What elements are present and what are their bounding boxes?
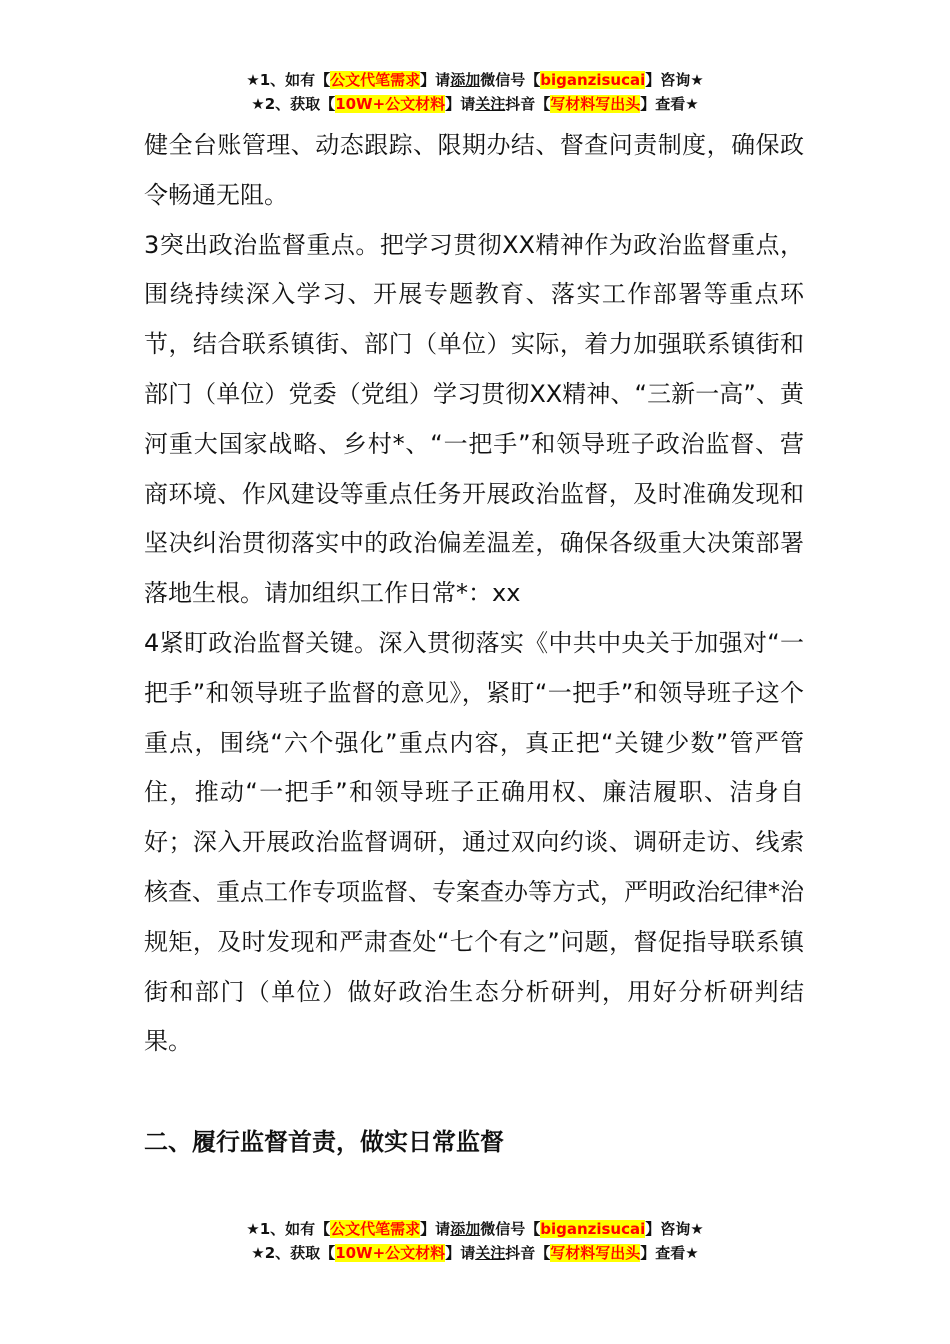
banner-text: ★1、如有【 (246, 1220, 331, 1238)
banner-text: 微信号【 (480, 1220, 541, 1238)
banner-highlight: 公文代笔需求 (330, 1220, 421, 1238)
banner-douyin-id: 写材料写出头 (550, 1244, 641, 1262)
banner-underline: 关注 (475, 1244, 506, 1262)
banner-underline: 添加 (450, 1220, 481, 1238)
header-banner (0, 68, 950, 116)
banner-text: 抖音【 (505, 95, 551, 113)
banner-line-1 (0, 1217, 950, 1241)
banner-text: ★2、获取【 (251, 95, 336, 113)
banner-text: 】咨询★ (645, 71, 704, 89)
paragraph-3: 4紧盯政治监督关键。深入贯彻落实《中共中央关于加强对“一把手”和领导班子监督的意见》，紧盯“一把手”和领导班子这个重点，围绕“六个强化”重点内容，真正把“关键少数”管严管住，推动“一把手”和领导班子正确用权、廉洁履职、洁身自好；深入开展政治监督调研，通过双向约谈、调研走访、线索核查、重点工作专项监督、专案查办等方式，严明政治纪律*治规矩，及时发现和严肃查处“七个有之”问题，督促指导联系镇街和部门（单位）做好政治生态分析研判，用好分析研判结果。 (144, 628, 804, 1056)
banner-text: 抖音【 (505, 1244, 551, 1262)
banner-underline: 关注 (475, 95, 506, 113)
banner-line-1 (0, 68, 950, 92)
banner-wechat-id: biganzisucai (540, 71, 646, 89)
banner-text: ★1、如有【 (246, 71, 331, 89)
banner-line-2 (0, 92, 950, 116)
footer-banner (0, 1217, 950, 1265)
section-heading: 二、履行监督首责，做实日常监督 (144, 1128, 504, 1156)
banner-highlight: 公文代笔需求 (330, 71, 421, 89)
banner-line-2 (0, 1241, 950, 1265)
document-body (144, 121, 804, 1067)
banner-douyin-id: 写材料写出头 (550, 95, 641, 113)
banner-wechat-id: biganzisucai (540, 1220, 646, 1238)
banner-text: 微信号【 (480, 71, 541, 89)
banner-text: 】查看★ (640, 1244, 699, 1262)
paragraph-1: 健全台账管理、动态跟踪、限期办结、督查问责制度，确保政令畅通无阻。 (144, 131, 804, 209)
banner-text: 】请 (445, 1244, 476, 1262)
banner-text: 】请 (420, 1220, 451, 1238)
banner-highlight: 10W+公文材料 (335, 95, 446, 113)
banner-text: 】请 (420, 71, 451, 89)
banner-underline: 添加 (450, 71, 481, 89)
paragraph-2: 3突出政治监督重点。把学习贯彻XX精神作为政治监督重点，围绕持续深入学习、开展专题教育、落实工作部署等重点环节，结合联系镇街、部门（单位）实际，着力加强联系镇街和部门（单位）党委（党组）学习贯彻XX精神、“三新一高”、黄河重大国家战略、乡村*、“一把手”和领导班子政治监督、营商环境、作风建设等重点任务开展政治监督，及时准确发现和坚决纠治贯彻落实中的政治偏差温差，确保各级重大决策部署落地生根。请加组织工作日常*：xx (144, 230, 804, 608)
banner-text: 】查看★ (640, 95, 699, 113)
banner-text: ★2、获取【 (251, 1244, 336, 1262)
banner-text: 】请 (445, 95, 476, 113)
banner-highlight: 10W+公文材料 (335, 1244, 446, 1262)
banner-text: 】咨询★ (645, 1220, 704, 1238)
